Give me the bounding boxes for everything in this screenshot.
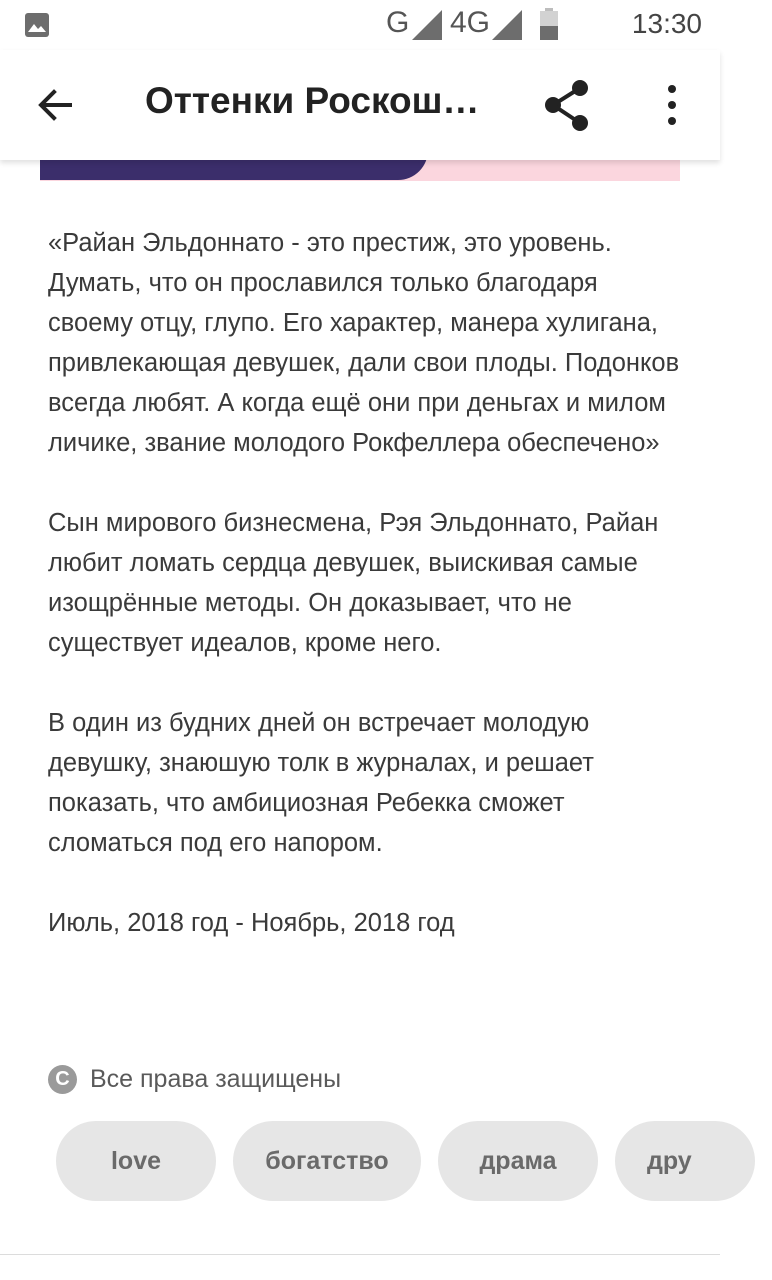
clock: 13:30 (631, 8, 702, 39)
description-paragraph: Сын мирового бизнесмена, Рэя Эльдоннато, Райан любит ломать сердца девушек, выискивая самые изощрённые методы. Он доказывает, что не существует идеалов, кроме него. (48, 509, 659, 657)
more-options-icon[interactable] (652, 78, 692, 134)
page-title: Оттенки Роскош… (145, 80, 480, 121)
tag-chip[interactable]: драма (438, 1121, 598, 1201)
story-description (48, 223, 684, 983)
network-4g-label: 4G (450, 6, 491, 39)
app-bar (0, 50, 720, 160)
tag-chip[interactable]: богатство (233, 1121, 421, 1201)
share-icon[interactable] (540, 78, 596, 134)
copyright-label: Все права защищены (90, 1064, 342, 1093)
image-notification-icon (24, 12, 50, 38)
battery-icon (538, 8, 560, 40)
signal-icon-2 (492, 10, 524, 40)
divider (0, 1254, 720, 1255)
network-type-label: G (386, 6, 410, 39)
signal-icon (412, 10, 444, 40)
copyright-icon: C (48, 1065, 77, 1094)
description-paragraph: В один из будних дней он встречает молодую девушку, знаюшую толк в журналах, и решает показать, что амбициозная Ребекка сможет сломаться под его напором. (48, 709, 594, 857)
back-arrow-icon[interactable] (30, 80, 80, 130)
tag-chip[interactable]: дру (615, 1121, 755, 1201)
status-bar (0, 0, 720, 50)
description-dates: Июль, 2018 год - Ноябрь, 2018 год (48, 909, 455, 937)
copyright-notice (48, 1062, 341, 1096)
tag-chip[interactable]: love (56, 1121, 216, 1201)
tag-list (56, 1121, 692, 1201)
description-paragraph: «Райан Эльдоннато - это престиж, это уровень. Думать, что он прославился только благодаря своему отцу, глупо. Его характер, манера хулигана, привлекающая девушек, дали свои плоды. Подонков всегда любят. А когда ещё они при деньгах и милом личике, звание молодого Рокфеллера обеспечено» (48, 229, 680, 457)
